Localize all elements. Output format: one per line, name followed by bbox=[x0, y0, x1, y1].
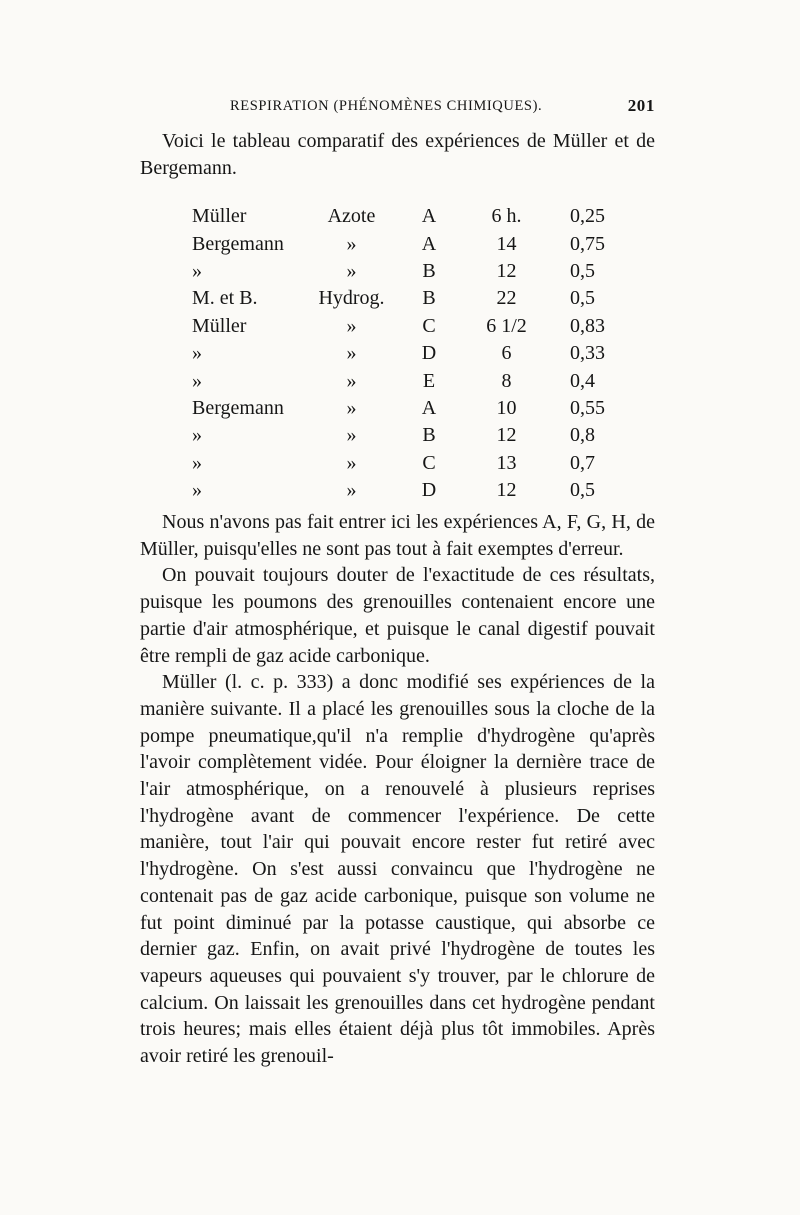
paragraph-doubt: On pouvait toujours douter de l'exactitude de ces résultats, puisque les poumons des grenouilles contenaient encore une partie d'air atmosphérique, et puisque le canal digestif pouvait être rempli de gaz acide carbonique. bbox=[140, 564, 655, 667]
row-duration: 12 bbox=[496, 424, 517, 447]
row-author: » bbox=[192, 342, 202, 365]
row-experiment: C bbox=[422, 451, 436, 474]
row-duration: 12 bbox=[496, 259, 517, 282]
row-author: Bergemann bbox=[192, 396, 284, 419]
row-experiment: D bbox=[421, 479, 437, 502]
row-gas: » bbox=[346, 424, 357, 447]
row-author: Müller bbox=[192, 314, 247, 337]
row-author: » bbox=[192, 479, 202, 502]
row-gas: » bbox=[346, 451, 357, 474]
body-text bbox=[140, 509, 655, 1070]
row-experiment: C bbox=[422, 314, 436, 337]
row-experiment: B bbox=[422, 287, 436, 310]
row-gas: Azote bbox=[327, 205, 376, 228]
table-row bbox=[140, 422, 655, 449]
row-author: Bergemann bbox=[192, 232, 284, 255]
row-author: » bbox=[192, 259, 202, 282]
row-duration: 13 bbox=[496, 451, 517, 474]
row-experiment: A bbox=[421, 396, 437, 419]
table-row bbox=[140, 203, 655, 230]
page-number: 201 bbox=[627, 96, 655, 115]
row-duration: 6 h. bbox=[491, 205, 522, 228]
table-body bbox=[140, 203, 655, 504]
row-value: 0,75 bbox=[570, 232, 605, 255]
row-value: 0,25 bbox=[570, 205, 605, 228]
table-row bbox=[140, 230, 655, 257]
table-row bbox=[140, 340, 655, 367]
row-gas: » bbox=[346, 259, 357, 282]
row-author: Müller bbox=[192, 205, 247, 228]
row-author: » bbox=[192, 369, 202, 392]
intro-paragraph bbox=[140, 128, 655, 182]
running-title: RESPIRATION (PHÉNOMÈNES CHIMIQUES). bbox=[230, 98, 543, 114]
row-gas: » bbox=[346, 369, 357, 392]
row-gas: » bbox=[346, 314, 357, 337]
row-author: » bbox=[192, 451, 202, 474]
row-gas: » bbox=[346, 396, 357, 419]
row-value: 0,7 bbox=[570, 451, 595, 474]
table-row bbox=[140, 313, 655, 340]
row-experiment: B bbox=[422, 424, 436, 447]
table-row bbox=[140, 477, 655, 504]
table-row bbox=[140, 367, 655, 394]
row-gas: » bbox=[346, 342, 357, 365]
row-duration: 10 bbox=[496, 396, 517, 419]
row-duration: 6 bbox=[501, 342, 512, 365]
row-value: 0,8 bbox=[570, 424, 595, 447]
table-row bbox=[140, 285, 655, 312]
row-experiment: A bbox=[421, 205, 437, 228]
row-duration: 8 bbox=[501, 369, 512, 392]
table-row bbox=[140, 450, 655, 477]
row-value: 0,5 bbox=[570, 287, 595, 310]
row-value: 0,83 bbox=[570, 314, 605, 337]
row-value: 0,55 bbox=[570, 396, 605, 419]
table-row bbox=[140, 395, 655, 422]
row-author: M. et B. bbox=[192, 287, 258, 310]
row-experiment: E bbox=[422, 369, 436, 392]
table-row bbox=[140, 258, 655, 285]
row-duration: 14 bbox=[496, 232, 517, 255]
row-gas: » bbox=[346, 232, 357, 255]
row-duration: 6 1/2 bbox=[486, 314, 527, 337]
row-gas: » bbox=[346, 479, 357, 502]
row-duration: 12 bbox=[496, 479, 517, 502]
row-duration: 22 bbox=[496, 287, 517, 310]
intro-text: Voici le tableau comparatif des expériences de Müller et de Bergemann. bbox=[140, 130, 655, 179]
row-value: 0,5 bbox=[570, 479, 595, 502]
row-value: 0,33 bbox=[570, 342, 605, 365]
row-author: » bbox=[192, 424, 202, 447]
row-experiment: B bbox=[422, 259, 436, 282]
row-value: 0,5 bbox=[570, 259, 595, 282]
row-experiment: A bbox=[421, 232, 437, 255]
paragraph-excluded-experiments: Nous n'avons pas fait entrer ici les expériences A, F, G, H, de Müller, puisqu'elles ne sont pas tout à fait exemptes d'erreur. bbox=[140, 511, 655, 560]
row-gas: Hydrog. bbox=[318, 287, 385, 310]
comparison-table bbox=[140, 203, 655, 504]
paragraph-method: Müller (l. c. p. 333) a donc modifié ses expériences de la manière suivante. Il a placé les grenouilles sous la cloche de la pompe pneumatique,qu'il n'a remplie d'hydrogène qu'après l'avoir complètement vidée. Pour éloigner la dernière trace de l'air atmosphérique, on a renouvelé à plusieurs reprises l'hydrogène avant de commencer l'expérience. De cette manière, tout l'air qui pouvait encore rester fut retiré avec l'hydrogène. On s'est aussi convaincu que l'hydrogène ne contenait pas de gaz acide carbonique, puisque son volume ne fut point diminué par la potasse caustique, qui absorbe ce dernier gaz. Enfin, on avait privé l'hydrogène de toutes les vapeurs aqueuses qui pouvaient s'y trouver, par le chlorure de calcium. On laissait les grenouilles dans cet hydrogène pendant trois heures; mais elles étaient déjà plus tôt immobiles. Après avoir retiré les grenouil- bbox=[140, 671, 655, 1068]
row-experiment: D bbox=[421, 342, 437, 365]
row-value: 0,4 bbox=[570, 369, 595, 392]
